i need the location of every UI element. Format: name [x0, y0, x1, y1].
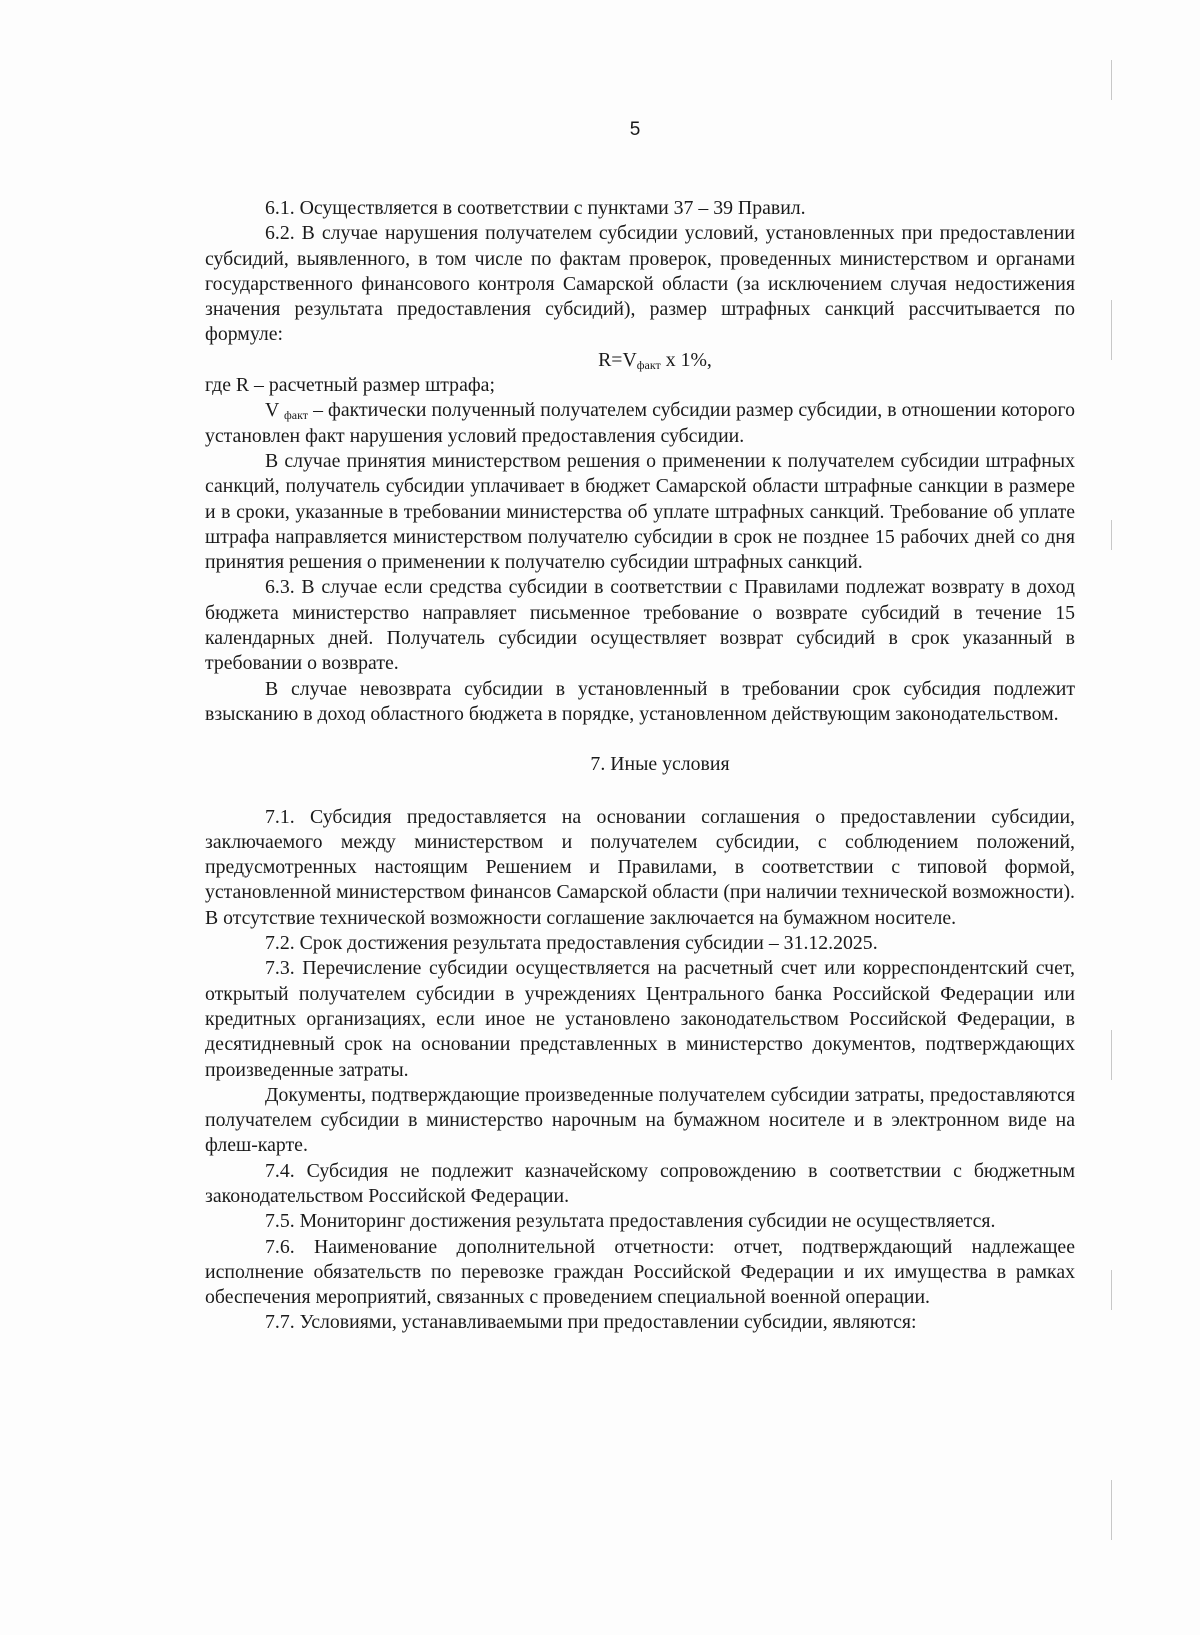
scan-edge-mark [1111, 1270, 1112, 1310]
document-body [205, 196, 1075, 1336]
paragraph-7-3: 7.3. Перечисление субсидии осуществляется на расчетный счет или корреспондентский счет, открытый получателем субсидии в учреждениях Центрального банка Российской Федерации или кредитных организациях, если иное не установлено законодательством Российской Федерации, в десятидневный срок на основании представленных в министерство документов, подтверждающих произведенные затраты. [205, 957, 1075, 1081]
formula-tail: x 1%, [660, 348, 712, 371]
scan-edge-mark [1111, 1030, 1112, 1080]
paragraph-7-6: 7.6. Наименование дополнительной отчетности: отчет, подтверждающий надлежащее исполнение обязательств по перевозке граждан Российской Федерации и их имущества в рамках обеспечения мероприятий, связанных с проведением специальной военной операции. [205, 1235, 1075, 1309]
v-definition-text: – фактически полученный получателем субсидии размер субсидии, в отношении которого установлен факт нарушения условий предоставления субсидии. [205, 399, 1075, 447]
penalty-formula [205, 348, 1075, 373]
paragraph-documents: Документы, подтверждающие произведенные получателем субсидии затраты, предоставляются получателем субсидии в министерство нарочным на бумажном носителе и в электронном виде на флеш-карте. [205, 1083, 1075, 1157]
paragraph-7-1: 7.1. Субсидия предоставляется на основании соглашения о предоставлении субсидии, заключаемого между министерством и получателем субсидии, с соблюдением положений, предусмотренных настоящим Решением и Правилами, в соответствии с типовой формой, установленной министерством финансов Самарской области (при наличии технической возможности). В отсутствие технической возможности соглашение заключается на бумажном носителе. [205, 805, 1075, 929]
paragraph-6-2: 6.2. В случае нарушения получателем субсидии условий, установленных при предоставлении субсидий, выявленного, в том числе по фактам проверок, проведенных министерством и органами государственного финансового контроля Самарской области (за исключением случая недостижения значения результата предоставления субсидий), размер штрафных санкций рассчитывается по формуле: [205, 222, 1075, 346]
v-symbol: V [265, 399, 279, 422]
scan-edge-mark [1111, 520, 1112, 550]
page-number: 5 [629, 119, 641, 140]
scan-edge-mark [1111, 1480, 1112, 1540]
paragraph-7-7: 7.7. Условиями, устанавливаемыми при предоставлении субсидии, являются: [265, 1311, 917, 1334]
paragraph-7-2: 7.2. Срок достижения результата предоставления субсидии – 31.12.2025. [265, 932, 878, 955]
formula-main: R=V [598, 348, 637, 371]
paragraph-6-1: 6.1. Осуществляется в соответствии с пунктами 37 – 39 Правил. [265, 197, 806, 219]
definition-v [205, 398, 1075, 449]
scan-edge-mark [1111, 300, 1112, 360]
formula-subscript: факт [636, 357, 661, 372]
definition-r: где R – расчетный размер штрафа; [205, 374, 495, 397]
paragraph-7-5: 7.5. Мониторинг достижения результата предоставления субсидии не осуществляется. [265, 1210, 996, 1233]
section-7-heading: 7. Иные условия [590, 753, 730, 776]
paragraph-penalty-decision: В случае принятия министерством решения о применении к получателем субсидии штрафных санкций, получатель субсидии уплачивает в бюджет Самарской области штрафные санкции в размере и в сроки, указанные в требовании министерства об уплате штрафных санкций. Требование об уплате штрафа направляется министерством получателю субсидии в срок не позднее 15 рабочих дней со дня принятия решения о применении к получателю субсидии штрафных санкций. [205, 449, 1075, 574]
paragraph-nonreturn: В случае невозврата субсидии в установленный в требовании срок субсидия подлежит взысканию в доход областного бюджета в порядке, установленном действующим законодательством. [205, 677, 1075, 725]
scan-edge-mark [1111, 60, 1112, 100]
v-subscript: факт [284, 408, 309, 423]
paragraph-7-4: 7.4. Субсидия не подлежит казначейскому сопровождению в соответствии с бюджетным законодательством Российской Федерации. [205, 1159, 1075, 1207]
paragraph-6-3: 6.3. В случае если средства субсидии в соответствии с Правилами подлежат возврату в доход бюджета министерство направляет письменное требование о возврате субсидий в течение 15 календарных дней. Получатель субсидии осуществляет возврат субсидий в срок указанный в требовании о возврате. [205, 576, 1075, 675]
